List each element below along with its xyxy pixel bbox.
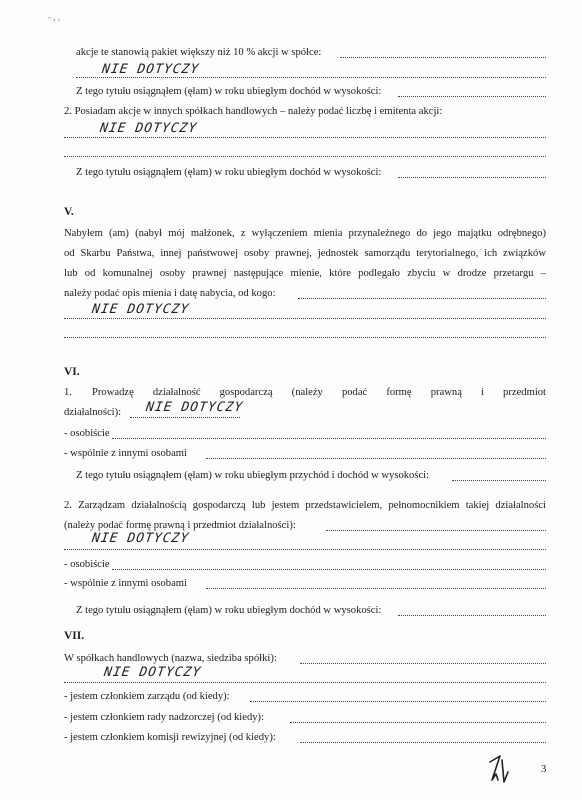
dotted-line <box>112 438 546 439</box>
item1-word: działalność <box>152 387 201 398</box>
dotted-line <box>340 57 546 58</box>
dotted-line <box>64 549 546 550</box>
board-label: - jestem członkiem zarządu (od kiedy): <box>64 691 230 702</box>
item1-number: 1. <box>64 387 72 398</box>
dotted-line <box>250 701 546 702</box>
personal-label: - osobiście <box>64 559 110 570</box>
dotted-line <box>298 298 546 299</box>
dotted-line <box>398 615 546 616</box>
item1-word: prawną <box>430 387 462 398</box>
item1-word: Prowadzę <box>92 387 134 398</box>
dotted-line <box>326 530 546 531</box>
audit-label: - jestem członkiem komisji rewizyjnej (od kiedy): <box>64 732 276 743</box>
section-v-text-2: od Skarbu Państwa, innej państwowej osoby prawnej, jednostek samorządu terytorialnego, ich związków <box>64 248 546 259</box>
income-label: Z tego tytułu osiągnąłem (ęłam) w roku ubiegłym dochód w wysokości: <box>76 86 382 97</box>
page-number: 3 <box>541 764 547 775</box>
handwritten-value: NIE DOTYCZY <box>90 302 191 317</box>
dotted-line <box>290 722 546 723</box>
supervisory-label: - jestem członkiem rady nadzorczej (od kiedy): <box>64 712 265 723</box>
item1-word: gospodarczą <box>219 387 273 398</box>
handwritten-value: NIE DOTYCZY <box>100 62 201 77</box>
item2-text-2: (należy podać formę prawną i przedmiot działalności): <box>64 520 296 531</box>
handwritten-value: NIE DOTYCZY <box>102 665 203 680</box>
item1-word: i <box>481 387 484 398</box>
handwritten-value: NIE DOTYCZY <box>90 531 191 546</box>
handwritten-value: NIE DOTYCZY <box>144 400 245 415</box>
handwritten-value: NIE DOTYCZY <box>98 121 199 136</box>
dotted-line <box>300 742 546 743</box>
dotted-line <box>398 177 546 178</box>
dotted-line <box>64 337 546 338</box>
section-v-text-4: należy podać opis mienia i datę nabycia, od kogo: <box>64 288 276 299</box>
section-vii-heading: VII. <box>64 630 85 642</box>
item1-word: (należy <box>291 387 323 398</box>
joint-label: - wspólnie z innymi osobami <box>64 578 187 589</box>
dotted-line <box>112 569 546 570</box>
dotted-line <box>64 682 546 683</box>
dotted-line <box>206 588 546 589</box>
item1-word: przedmiot <box>503 387 546 398</box>
personal-label: - osobiście <box>64 428 110 439</box>
dotted-line <box>130 417 240 418</box>
signature-initials <box>484 750 516 790</box>
top-marks: - , , <box>48 12 60 22</box>
dotted-line <box>398 96 546 97</box>
dotted-line <box>64 137 546 138</box>
income-label: Z tego tytułu osiągnąłem (ęłam) w roku ubiegłym dochód w wysokości: <box>76 605 382 616</box>
companies-label: W spółkach handlowych (nazwa, siedziba spółki): <box>64 653 277 664</box>
shares-10pct-label: akcje te stanowią pakiet większy niż 10 % akcji w spółce: <box>76 47 322 58</box>
income-label: Z tego tytułu osiągnąłem (ęłam) w roku ubiegłym przychód i dochód w wysokości: <box>76 470 430 481</box>
dotted-line <box>452 480 546 481</box>
item2-text-1: 2. Zarządzam działalnością gospodarczą lub jestem przedstawicielem, pełnomocnikiem takiej działalności <box>64 500 546 511</box>
item1-text <box>92 386 546 399</box>
joint-label: - wspólnie z innymi osobami <box>64 448 187 459</box>
item1-word: formę <box>386 387 412 398</box>
dotted-line <box>64 156 546 157</box>
section-v-text-1: Nabyłem (am) (nabył mój małżonek, z wyłączeniem mienia przynależnego do jego majątku odrębnego) <box>64 228 546 239</box>
income-label: Z tego tytułu osiągnąłem (ęłam) w roku ubiegłym dochód w wysokości: <box>76 167 382 178</box>
section-v-text-3: lub od komunalnej osoby prawnej następujące mienie, które podlegało zbyciu w drodze przetargu – <box>64 268 546 279</box>
dotted-line <box>300 663 546 664</box>
item1-word: podać <box>341 387 368 398</box>
dotted-line <box>206 458 546 459</box>
section-vi-heading: VI. <box>64 366 80 378</box>
dotted-line <box>76 77 546 78</box>
item2-label: 2. Posiadam akcje w innych spółkach handlowych – należy podać liczbę i emitenta akcji: <box>64 106 443 117</box>
section-v-heading: V. <box>64 206 74 218</box>
dotted-line <box>64 318 546 319</box>
item1-text-2: działalności): <box>64 407 122 418</box>
